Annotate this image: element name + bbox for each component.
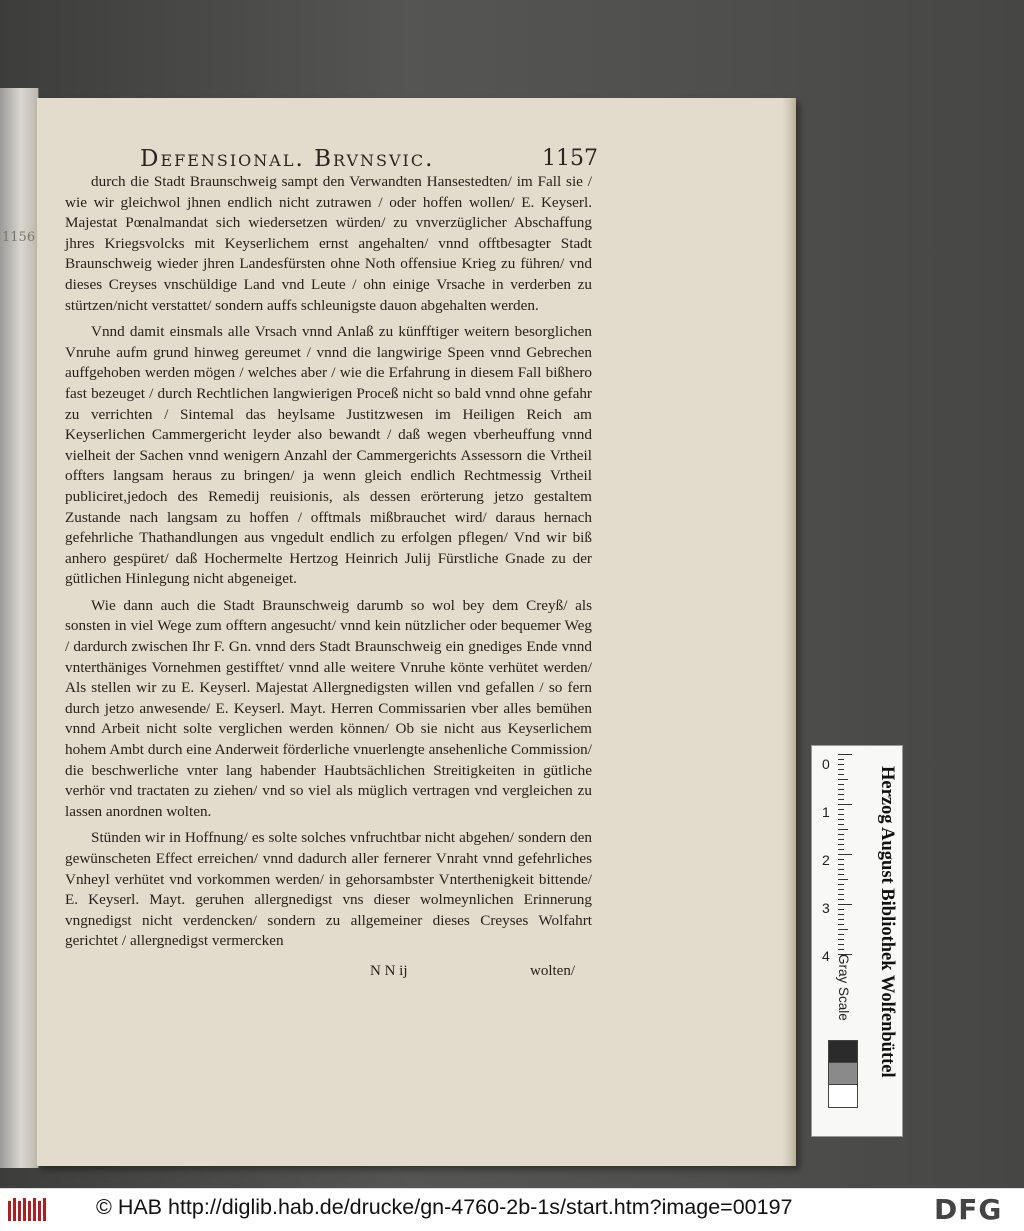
ruler-tick [838,824,844,825]
color-ruler-card [811,745,903,1137]
ruler-tick [838,784,844,785]
left-page-edge [0,88,39,1168]
ruler-tick [838,874,844,875]
ruler-tick [838,939,844,940]
ruler-tick [838,909,844,910]
ruler-tick [838,804,852,805]
ruler-tick [838,919,844,920]
ruler-tick [838,779,848,780]
paragraph-2: Vnnd damit einsmals alle Vrsach vnnd Anlaß zu künfftiger weitern besorglichen Vnruhe aufm grund hinweg gereumet / vnnd die langwirige Speen vnnd Gebrechen auffgehoben werden mögen / welches aber / wie die Erfahrung in diesem Fall bißhero fast bezeuget / durch Rechtlichen langwierigen Proceß nicht so bald vnnd ohne gefahr zu verrichten / Sintemal das heylsame Justitzwesen im Heiligen Reich am Keyserlichen Cammergericht leyder also bewandt / daß wegen vberheuffung vnnd vielheit der Sachen vnnd wenigern Anzahl der Cammergerichts Assessorn die Vrtheil offters langsam heraus zu bringen/ ja wenn gleich endlich Rechtmessig Vrtheil publiciret,jedoch des Remedij reuisionis, als dessen erörterung jetzo gestaltem Zustande nach langsam zu hoffen / offtmals mißbrauchet wird/ daraus hernach gefehrliche Thathandlungen aus vngedult endlich zu erfolgen pflegen/ Vnd wir biß anhero gespüret/ daß Hochermelte Hertzog Heinrich Julij Fürstliche Gnade zu der gütlichen Hinlegung nicht abgeneiget. [65,323,592,588]
ruler-tick [838,844,844,845]
ruler-number-1: 1 [822,804,830,820]
catchword: wolten/ [530,963,575,979]
ruler-tick [838,879,848,880]
ruler-tick [838,769,844,770]
ruler-number-4: 4 [822,948,830,964]
ruler-tick [838,899,844,900]
paragraph-4: Stünden wir in Hoffnung/ es solte solches vnfruchtbar nicht abgehen/ sondern den gewünscheten Effect erreichen/ vnnd dadurch aller fernerer Vnraht vnnd gefehrliches Vnheyl verhütet vnd vorkommen werden/ in gehorsambster Vnterthenigkeit bittende/ E. Keyserl. Mayt. geruhen allergnedigst vns dieser wolmeynlichen Erinnerung vngnedigst nicht verdencken/ sondern zu allgemeiner dieses Creyses Wolfahrt gerichtet / allergnedigst vermercken [65,829,592,950]
page-edge-shadow [782,98,796,1166]
copyright-link[interactable]: © HAB http://diglib.hab.de/drucke/gn-4760-2b-1s/start.htm?image=00197 [96,1195,793,1219]
ruler-tick [838,894,844,895]
ruler-tick [838,864,844,865]
ruler-tick [838,794,844,795]
ruler-tick [838,854,852,855]
ruler-tick [838,809,844,810]
ruler-tick [838,884,844,885]
ruler-tick [838,814,844,815]
ruler-number-2: 2 [822,852,830,868]
swatch-light [828,1084,858,1108]
ruler-tick [838,834,844,835]
ruler-tick [838,934,844,935]
ruler-number-3: 3 [822,900,830,916]
ruler-tick [838,929,848,930]
ruler-tick [838,889,844,890]
ruler-tick [838,914,844,915]
ruler-tick [838,799,844,800]
ruler-tick [838,829,848,830]
ruler-tick [838,774,844,775]
paragraph-1: durch die Stadt Braunschweig sampt den Verwandten Hansestedten/ im Fall sie / wie wir gleichwol jhnen endlich nicht zutrawen / oder hoffen wollen/ E. Keyserl. Majestat Pœnalmandat sich wiedersetzen würden/ zu vnverzüglicher Abschaffung jhres Kriegsvolcks mit Keyserlichem ernst angehalten/ vnnd offtbesagter Stadt Braunschweig wieder jhren Landesfürsten ohne Noth offensiue Krieg zu führen/ vnd dieses Creyses vnschüldige Land vnd Leute / ohn einige Vrsache in verderben zu stürtzen/nicht verstattet/ sondern auffs schleunigste dauon abgehalten werden. [65,173,592,314]
hab-logo-icon [6,1195,48,1225]
institution-label: Herzog August Bibliothek Wolfenbüttel [877,766,897,1078]
dfg-logo: DFG [934,1193,1003,1226]
left-page-number-fragment: 1156 [2,230,36,245]
ruler-tick [838,924,844,925]
ruler-number-0: 0 [822,756,830,772]
grayscale-label: Gray Scale [836,954,851,1021]
footer-bar [0,1188,1024,1231]
ruler-tick [838,759,844,760]
running-head: Defensional. Brvnsvic. [140,146,435,172]
ruler-tick [838,839,844,840]
signature-mark: N N ij [370,963,408,979]
ruler-tick [838,904,852,905]
paragraph-3: Wie dann auch die Stadt Braunschweig darumb so wol bey dem Creyß/ als sonsten in viel Wege zum offtern angesucht/ vnnd kein nützlicher oder bequemer Weg / dardurch zwischen Ihr F. Gn. vnnd ders Stadt Braunschweig ein gnediges Ende vnnd vnterthäniges Vornehmen gestifftet/ vnnd alle weitere Vnruhe könte verhütet werden/ Als stellen wir zu E. Keyserl. Majestat Allergnedigsten willen vnd gefallen / so fern durch jetzo anwesende/ E. Keyserl. Mayt. Herren Commissarien vber alles bemühen vnnd Arbeit nicht solte verglichen werden können/ Ob sie nicht aus Keyserlichem hohem Ambt durch eine Anderweit förderliche vnuerlengte ansehenliche Commission/ die beschwerliche vnter lang habender Haubtsächlichen Streitigkeiten in gütliche verhör vnd tractaten zu ziehen/ vnd so viel als müglich vertragen vnd vergleichen zu lassen anordnen wolten. [65,596,592,820]
ruler-tick [838,764,844,765]
ruler-tick [838,789,844,790]
ruler-tick [838,944,844,945]
ruler-tick [838,949,844,950]
page-folio: 1157 [542,146,598,171]
page-text-body [65,172,592,958]
ruler-tick [838,819,844,820]
swatch-mid [828,1062,858,1086]
ruler-tick [838,869,844,870]
ruler-tick [838,754,852,755]
ruler-tick [838,859,844,860]
ruler-tick [838,849,844,850]
swatch-dark [828,1040,858,1064]
